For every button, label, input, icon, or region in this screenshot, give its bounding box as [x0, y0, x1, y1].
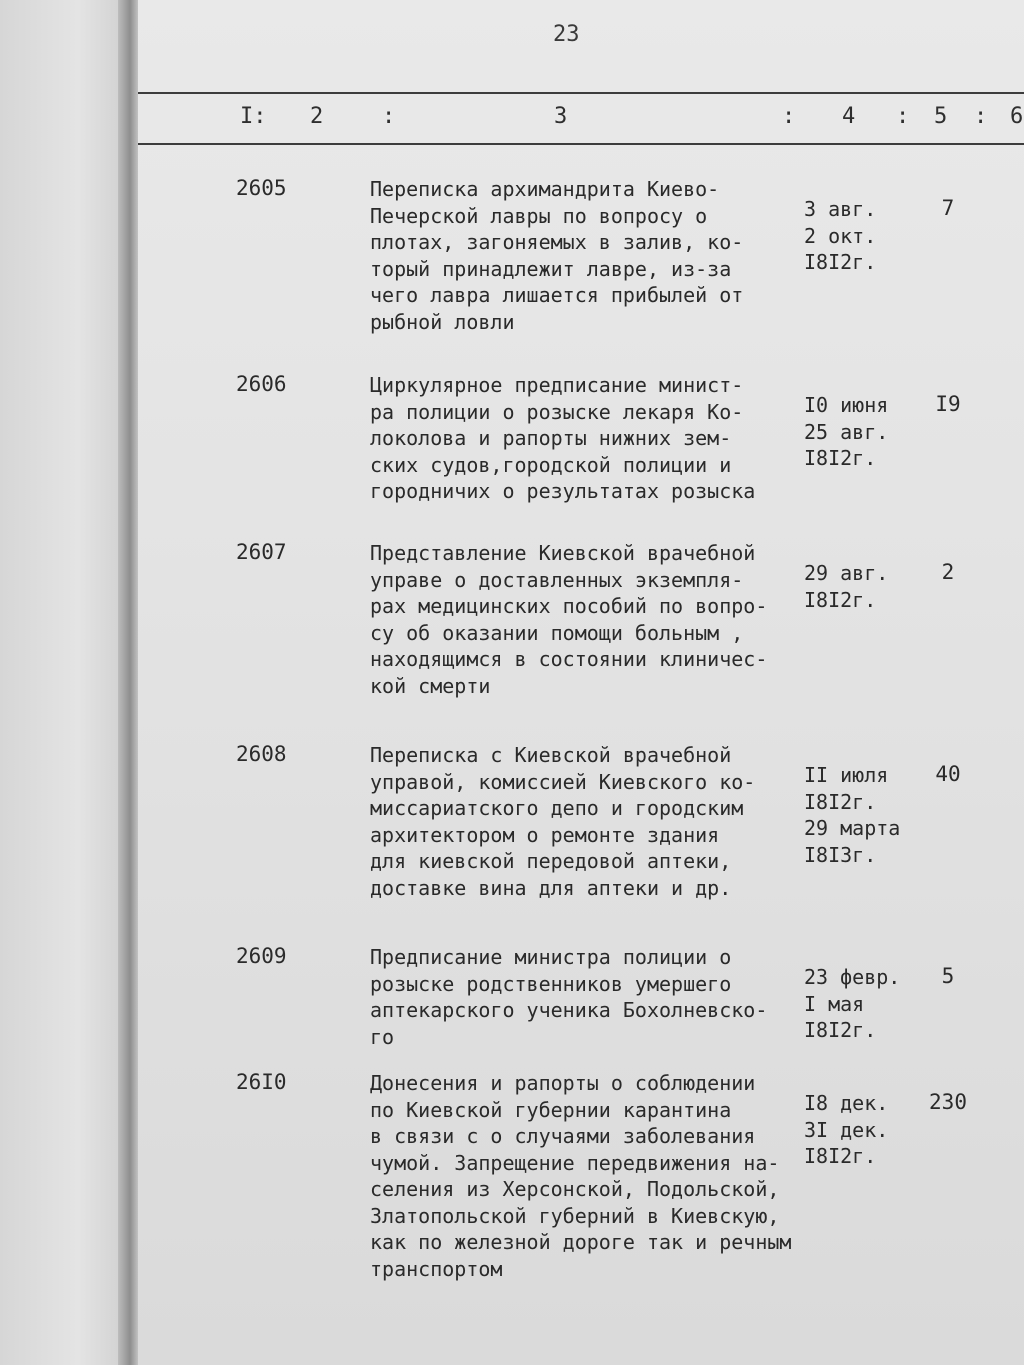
record-dates: [804, 964, 934, 1044]
record-description: [370, 1070, 810, 1282]
record-dates: [804, 560, 934, 613]
description-line: Предписание министра полиции о: [370, 945, 732, 969]
date-line: I8I2г.: [804, 1018, 877, 1042]
record-number: 26I0: [236, 1070, 287, 1094]
record-number: 2607: [236, 540, 287, 564]
record-description: [370, 176, 810, 335]
description-line: су об оказании помощи больным ,: [370, 620, 744, 645]
description-line: транспортом: [370, 1256, 503, 1281]
date-line: I8 дек.: [804, 1091, 889, 1115]
sheet-count: 2: [941, 560, 955, 584]
record-number: 2608: [236, 742, 287, 766]
column-6-header: 6: [1010, 104, 1024, 129]
record-number: 2609: [236, 944, 287, 968]
description-line: по Киевской губернии карантина: [370, 1097, 732, 1122]
date-line: 29 марта: [804, 816, 901, 840]
date-line: 25 авг.: [804, 419, 889, 444]
column-1-header: I:: [240, 104, 267, 129]
page-number: 23: [553, 22, 580, 47]
column-2-header: 2: [310, 104, 324, 129]
description-line: локолова и рапорты нижних зем-: [370, 426, 732, 450]
column-separator: :: [974, 104, 988, 129]
date-line: II июля: [804, 763, 889, 787]
description-line: розыске родственников умершего: [370, 971, 732, 996]
description-line: для киевской передовой аптеки,: [370, 849, 732, 873]
date-line: 2 окт.: [804, 223, 877, 248]
description-line: архитектором о ремонте здания: [370, 822, 720, 847]
description-line: в связи с о случаями заболевания: [370, 1124, 756, 1148]
sheet-count: 7: [941, 196, 955, 220]
record-dates: [804, 392, 934, 472]
record-description: [370, 372, 810, 505]
date-line: I8I3г.: [804, 842, 877, 867]
description-line: находящимся в состоянии клиничес-: [370, 647, 768, 671]
binding-gutter: [118, 0, 140, 1365]
date-line: I8I2г.: [804, 1144, 877, 1168]
description-line: Представление Киевской врачебной: [370, 541, 756, 565]
description-line: как по железной дороге так и речным: [370, 1230, 792, 1254]
record-description: [370, 742, 810, 901]
sheet-count: I9: [935, 392, 961, 416]
record-number: 2606: [236, 372, 287, 396]
date-line: 23 февр.: [804, 965, 901, 989]
date-line: 29 авг.: [804, 561, 889, 585]
description-line: чумой. Запрещение передвижения на-: [370, 1150, 780, 1175]
description-line: ских судов,городской полиции и: [370, 452, 732, 477]
description-line: торый принадлежит лавре, из-за: [370, 256, 732, 281]
previous-page-edge: [0, 0, 130, 1365]
description-line: доставке вина для аптеки и др.: [370, 875, 732, 900]
description-line: аптекарского ученика Бохолневско-: [370, 998, 768, 1022]
archive-inventory-page: [138, 0, 1024, 1365]
header-rule-top: [138, 92, 1024, 94]
date-line: I мая: [804, 991, 865, 1016]
column-5-header: 5: [934, 104, 948, 129]
column-separator: :: [896, 104, 910, 129]
description-line: управе о доставленных экземпля-: [370, 567, 744, 592]
description-line: го: [370, 1024, 395, 1049]
description-line: чего лавра лишается прибылей от: [370, 283, 744, 307]
description-line: Переписка с Киевской врачебной: [370, 743, 732, 767]
sheet-count: 40: [935, 762, 961, 786]
record-description: [370, 540, 810, 699]
description-line: рах медицинских пособий по вопро-: [370, 594, 768, 618]
column-4-header: 4: [842, 104, 856, 129]
record-dates: [804, 762, 934, 868]
header-rule-bottom: [138, 143, 1024, 145]
description-line: управой, комиссией Киевского ко-: [370, 769, 756, 794]
record-dates: [804, 1090, 934, 1170]
date-line: 3 авг.: [804, 197, 877, 221]
description-line: Златопольской губерний в Киевскую,: [370, 1203, 780, 1228]
description-line: Донесения и рапорты о соблюдении: [370, 1071, 756, 1095]
description-line: кой смерти: [370, 673, 491, 698]
description-line: селения из Херсонской, Подольской,: [370, 1177, 780, 1201]
description-line: миссариатского депо и городским: [370, 796, 744, 820]
record-number: 2605: [236, 176, 287, 200]
record-dates: [804, 196, 934, 276]
date-line: I8I2г.: [804, 250, 877, 274]
description-line: Переписка архимандрита Киево-: [370, 177, 720, 201]
sheet-count: 230: [929, 1090, 967, 1114]
description-line: Циркулярное предписание минист-: [370, 373, 744, 397]
column-separator: :: [782, 104, 796, 129]
description-line: рыбной ловли: [370, 309, 515, 334]
description-line: ра полиции о розыске лекаря Ко-: [370, 399, 744, 424]
date-line: I8I2г.: [804, 587, 877, 612]
description-line: городничих о результатах розыска: [370, 479, 756, 503]
date-line: I0 июня: [804, 393, 889, 417]
record-description: [370, 944, 810, 1050]
column-3-header: 3: [554, 104, 568, 129]
description-line: Печерской лавры по вопросу о: [370, 203, 708, 228]
date-line: 3I дек.: [804, 1117, 889, 1142]
description-line: плотах, загоняемых в залив, ко-: [370, 230, 744, 254]
sheet-count: 5: [941, 964, 955, 988]
column-separator: :: [382, 104, 396, 129]
date-line: I8I2г.: [804, 789, 877, 814]
date-line: I8I2г.: [804, 446, 877, 470]
